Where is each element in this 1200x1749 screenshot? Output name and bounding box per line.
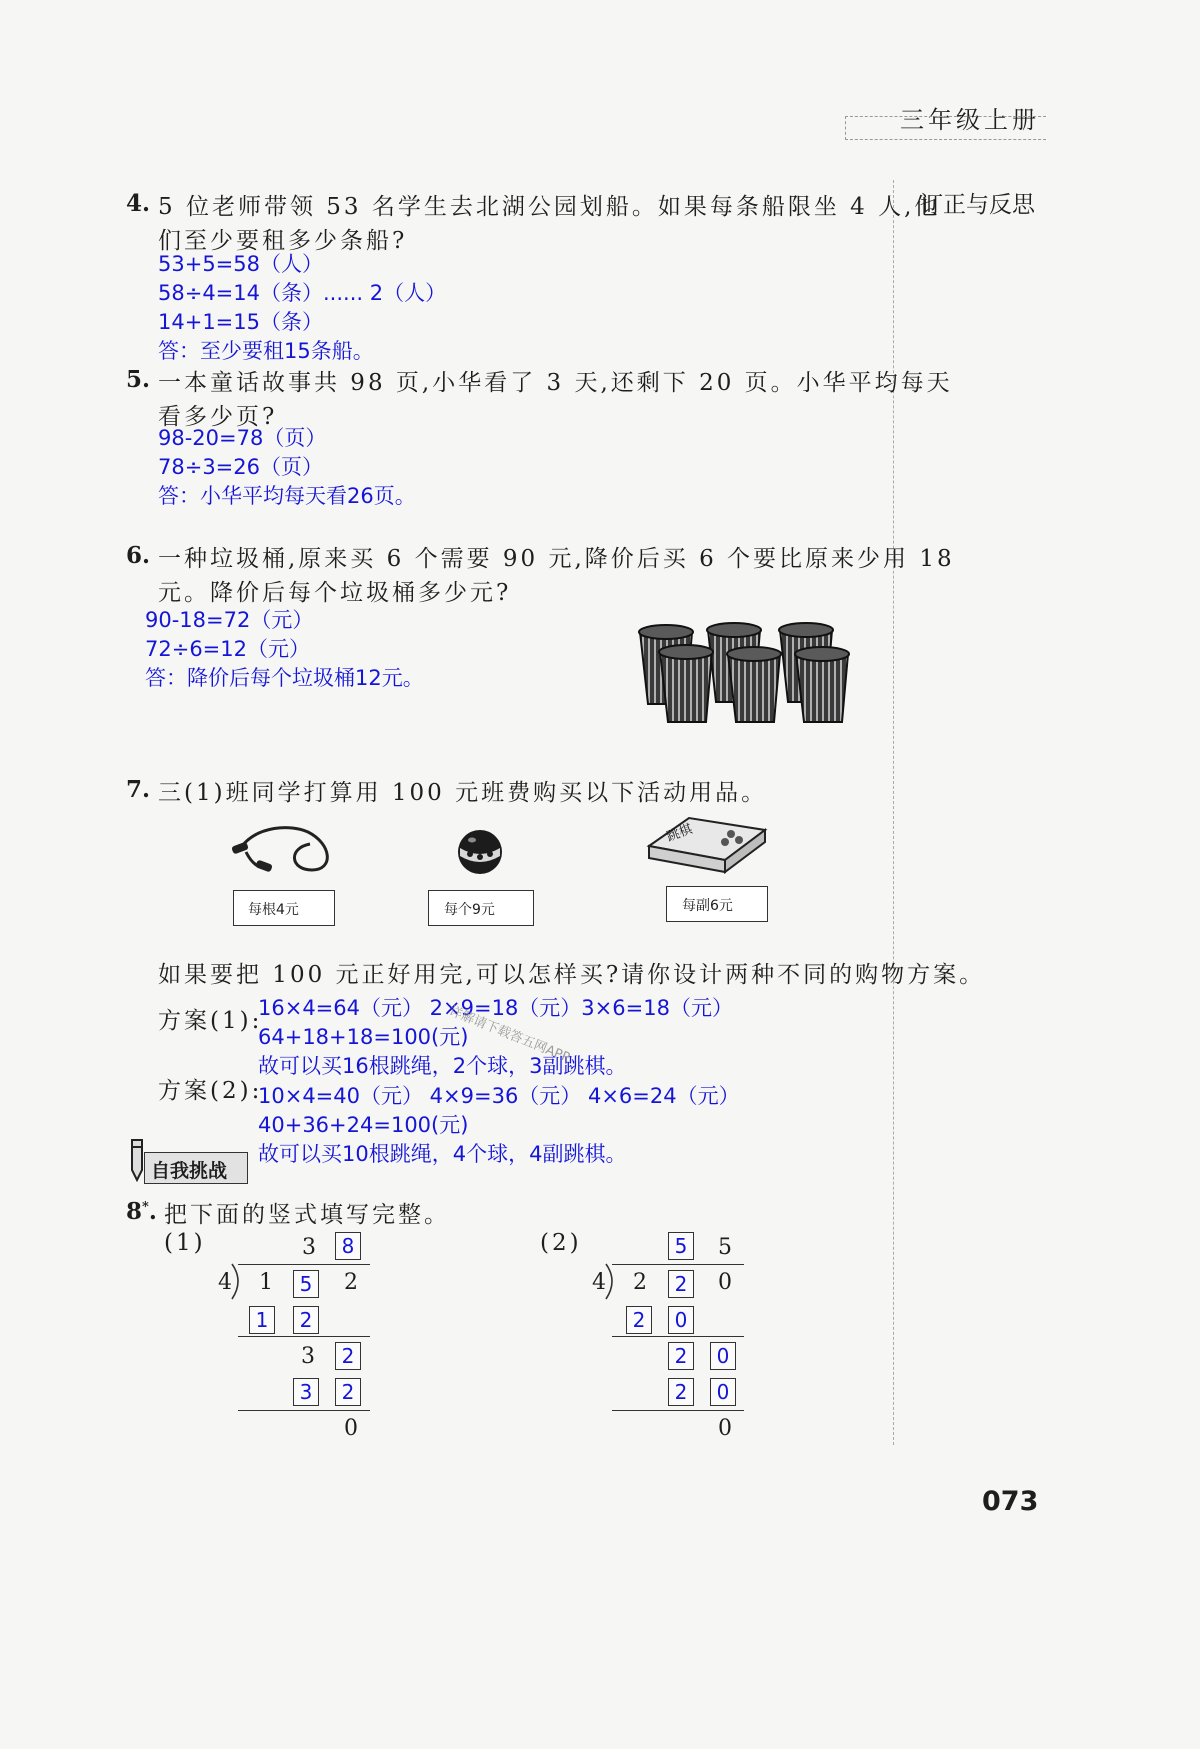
d1-division-bracket (230, 1263, 244, 1301)
d2-division-bracket (604, 1263, 618, 1301)
chess-box-label: 跳棋 (664, 821, 695, 845)
q8-number-digit: 8 (126, 1198, 143, 1225)
d2-step2-box: 2 (668, 1378, 694, 1406)
d2-division-bar (612, 1264, 744, 1265)
q8-star: * (142, 1199, 149, 1215)
q4-answer-line: 53+5=58（人） (158, 252, 323, 276)
d1-divisor: 4 (218, 1270, 232, 1295)
q7-number: 7. (126, 776, 151, 803)
d1-step1-box: 1 (249, 1306, 275, 1334)
q5-answer-line: 答：小华平均每天看26页。 (158, 484, 416, 508)
d1-dividend-box: 5 (293, 1270, 319, 1298)
plan2-answer-line: 10×4=40（元） 4×9=36（元） 4×6=24（元） (258, 1084, 740, 1108)
challenge-badge-label: 自我挑战 (151, 1160, 228, 1182)
d2-dividend-digit: 0 (718, 1270, 732, 1295)
d1-quotient-box: 8 (335, 1232, 361, 1260)
q4-answer-line: 答：至少要租15条船。 (158, 339, 374, 363)
q5-number: 5. (126, 366, 151, 393)
q6-text-line2: 元。降价后每个垃圾桶多少元? (158, 580, 512, 606)
plan1-label: 方案(1): (158, 1008, 263, 1034)
q4-answer-line: 58÷4=14（条）...... 2（人） (158, 281, 447, 305)
q5-answer-line: 98-20=78（页） (158, 426, 327, 450)
q7-prompt: 如果要把 100 元正好用完,可以怎样买?请你设计两种不同的购物方案。 (158, 962, 986, 988)
d2-subtract-line (612, 1410, 744, 1411)
d1-step2-box: 2 (335, 1378, 361, 1406)
plan2-label: 方案(2): (158, 1078, 263, 1104)
watermark: 详解请下载答五网APP (446, 1003, 572, 1066)
d1-step2-box: 3 (293, 1378, 319, 1406)
d1-remainder-digit: 3 (301, 1344, 315, 1369)
ball-icon (454, 826, 506, 878)
q5-answer-line: 78÷3=26（页） (158, 455, 323, 479)
d1-dividend-digit: 1 (259, 1270, 273, 1295)
d2-remainder-box: 2 (668, 1342, 694, 1370)
d2-dividend-digit: 2 (633, 1270, 647, 1295)
d1-division-bar (238, 1264, 370, 1265)
q4-text-line2: 们至少要租多少条船? (158, 228, 408, 254)
d2-step1-box: 2 (626, 1306, 652, 1334)
d2-divisor: 4 (592, 1270, 606, 1295)
jump-rope-icon (228, 822, 338, 884)
q8-text: 把下面的竖式填写完整。 (164, 1202, 450, 1228)
q6-answer-line: 答：降价后每个垃圾桶12元。 (145, 666, 424, 690)
chess-box-icon (645, 810, 770, 880)
plan2-answer-line: 故可以买10根跳绳，4个球，4副跳棋。 (258, 1142, 627, 1166)
plan2-answer-line: 40+36+24=100(元) (258, 1113, 469, 1137)
plan1-answer-line: 16×4=64（元） 2×9=18（元）3×6=18（元） (258, 996, 733, 1020)
plan1-answer-line: 64+18+18=100(元) (258, 1025, 469, 1049)
q6-answers (145, 606, 424, 693)
q5-answers (158, 424, 416, 511)
d2-step2-box: 0 (710, 1378, 736, 1406)
page-number: 073 (982, 1486, 1039, 1517)
price-tag-label: 每副6元 (682, 898, 733, 914)
d2-quotient-box: 5 (668, 1232, 694, 1260)
side-title: 订正与反思 (920, 192, 1035, 218)
q4-number: 4. (126, 190, 151, 217)
q4-answer-line: 14+1=15（条） (158, 310, 323, 334)
q5-text-line1: 一本童话故事共 98 页,小华看了 3 天,还剩下 20 页。小华平均每天 (158, 370, 953, 396)
d2-final-remainder: 0 (718, 1416, 732, 1441)
d1-quotient-digit: 3 (302, 1235, 316, 1260)
d1-remainder-box: 2 (335, 1342, 361, 1370)
d1-final-remainder: 0 (344, 1416, 358, 1441)
price-tag-label: 每根4元 (248, 902, 299, 918)
plan1-answer-line: 故可以买16根跳绳，2个球，3副跳棋。 (258, 1054, 627, 1078)
d2-label: (2) (540, 1230, 582, 1256)
d1-subtract-line (238, 1410, 370, 1411)
d1-label: (1) (164, 1230, 206, 1256)
q5-text-line2: 看多少页? (158, 404, 278, 430)
q6-text-line1: 一种垃圾桶,原来买 6 个需要 90 元,降价后买 6 个要比原来少用 18 (158, 546, 955, 572)
q8-number-dot: . (148, 1198, 157, 1225)
plan2-answers (258, 1082, 740, 1169)
q6-answer-line: 72÷6=12（元） (145, 637, 310, 661)
d2-quotient-digit: 5 (718, 1235, 732, 1260)
trash-bins-illustration (630, 618, 860, 728)
grade-title: 三年级上册 (900, 106, 1040, 134)
price-tag-label: 每个9元 (444, 902, 495, 918)
d2-subtract-line (612, 1336, 744, 1337)
trash-bin-icon (795, 647, 849, 722)
q6-number: 6. (126, 542, 151, 569)
q4-text-line1: 5 位老师带领 53 名学生去北湖公园划船。如果每条船限坐 4 人,他 (158, 194, 941, 220)
d2-remainder-box: 0 (710, 1342, 736, 1370)
trash-bin-icon (727, 647, 781, 722)
q4-answers (158, 250, 446, 366)
q7-text: 三(1)班同学打算用 100 元班费购买以下活动用品。 (158, 780, 768, 806)
d1-subtract-line (238, 1336, 370, 1337)
d1-step1-box: 2 (293, 1306, 319, 1334)
trash-bin-icon (659, 645, 713, 722)
q6-answer-line: 90-18=72（元） (145, 608, 314, 632)
d2-step1-box: 0 (668, 1306, 694, 1334)
d2-dividend-box: 2 (668, 1270, 694, 1298)
q8-number (126, 1198, 157, 1225)
d1-dividend-digit: 2 (344, 1270, 358, 1295)
header-dashed-frame (845, 116, 1046, 140)
